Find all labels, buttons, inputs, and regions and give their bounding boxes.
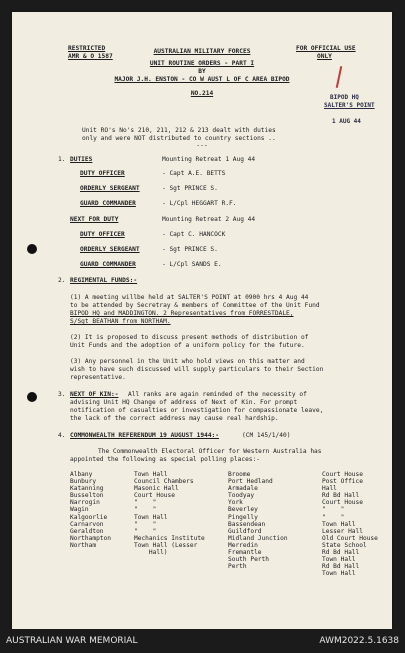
- polling-place-entry: Guildford: [228, 527, 262, 535]
- polling-place-entry: State School: [322, 541, 367, 549]
- polling-place-entry: Fremantle: [228, 549, 262, 557]
- polling-place-entry: Court House: [322, 471, 363, 478]
- polling-place-entry: " ": [322, 506, 345, 514]
- polling-place-entry: Town Hall: [322, 520, 356, 528]
- section-number: 1.: [58, 156, 66, 163]
- polling-place-entry: Masonic Hall: [134, 485, 179, 493]
- kin-line: advising Unit HQ Change of address of Next of Kin. For prompt: [70, 399, 298, 406]
- polling-place-entry: Rd Bd Hall: [322, 492, 360, 500]
- funds-para-1-line: BIPOD HQ and MADDINGTON. 2 Representatives from FORRESTDALE,: [70, 310, 294, 317]
- punch-hole: [27, 244, 37, 254]
- separator: ---: [196, 142, 208, 149]
- by-label: BY: [198, 68, 206, 75]
- kin-line: notification of casualties or investigation for compassionate leave,: [70, 407, 324, 414]
- duties-heading: DUTIES: [70, 156, 93, 163]
- polling-place-entry: " ": [134, 520, 157, 528]
- section-number: 3.: [58, 391, 66, 398]
- duty-name: - Capt A.E. BETTS: [162, 170, 226, 177]
- duty-name: - L/Cpl HEGGART R.F.: [162, 200, 237, 207]
- polling-venues-column-2: [322, 471, 378, 577]
- polling-place-entry: Broome: [228, 471, 251, 478]
- funds-para-1-line: S/Sgt BEATHAN from NORTHAM.: [70, 318, 171, 325]
- polling-place-entry: Narrogin: [70, 499, 100, 507]
- polling-place-entry: Pingelly: [228, 513, 258, 521]
- polling-place-entry: Merredin: [228, 541, 258, 549]
- funds-para-2-line: (2) It is proposed to discuss present methods of distribution of: [70, 334, 309, 341]
- referendum-file-ref: (CM 145/1/40): [242, 432, 291, 439]
- kin-line: All ranks are again reminded of the necessity of: [128, 391, 307, 398]
- referendum-heading: COMMONWEALTH REFERENDUM 19 AUGUST 1944:-: [70, 432, 220, 439]
- polling-place-entry: Port Hedland: [228, 478, 273, 486]
- official-use-label-2: ONLY: [317, 53, 332, 60]
- forces-heading: AUSTRALIAN MILITARY FORCES: [153, 48, 251, 55]
- archive-footer: [0, 629, 405, 653]
- polling-place-entry: Town Hall: [322, 556, 356, 564]
- funds-para-1-line: to be attended by Secretray & members of Committee of the Unit Fund: [70, 302, 320, 309]
- funds-para-3-line: (3) Any personnel in the Unit who hold views on this matter and: [70, 358, 305, 365]
- mounting-line: Mounting Retreat 1 Aug 44: [162, 156, 256, 163]
- polling-towns-column-1: [70, 471, 111, 549]
- section-number: 4.: [58, 432, 66, 439]
- document-page: [12, 12, 392, 629]
- polling-place-entry: " ": [134, 499, 157, 507]
- duty-role: DUTY OFFICER: [80, 170, 125, 177]
- polling-towns-column-2: [228, 471, 288, 570]
- funds-para-1-line: (1) A meeting willbe held at SALTER'S POINT at 0900 hrs 4 Aug 44: [70, 294, 309, 301]
- polling-place-entry: Old Court House: [322, 534, 378, 542]
- polling-place-entry: Bunbury: [70, 478, 97, 486]
- duty-role: DUTY OFFICER: [80, 231, 125, 238]
- polling-place-entry: Midland Junction: [228, 534, 288, 542]
- polling-venues-column-1: [134, 471, 205, 556]
- polling-place-entry: Katanning: [70, 485, 104, 493]
- duty-name: - Sgt PRINCE S.: [162, 185, 218, 192]
- stamp-line-1: BIPOD HQ: [330, 94, 359, 101]
- polling-place-entry: Northam: [70, 541, 97, 549]
- polling-place-entry: Northampton: [70, 534, 111, 542]
- polling-place-entry: Rd Bd Hall: [322, 563, 360, 571]
- stamp-line-2: SALTER'S POINT: [324, 102, 375, 109]
- order-number: NO.214: [190, 90, 214, 97]
- next-for-duty-heading: NEXT FOR DUTY: [70, 216, 119, 223]
- duty-name: - Sgt PRINCE S.: [162, 246, 218, 253]
- polling-place-entry: Court House: [322, 499, 363, 507]
- mounting-line: Mounting Retreat 2 Aug 44: [162, 216, 256, 223]
- polling-place-entry: Perth: [228, 563, 247, 571]
- funds-para-3-line: wish to have such discussed will supply particulars to their Section: [70, 366, 324, 373]
- section-number: 2.: [58, 277, 66, 284]
- polling-place-entry: Town Hall: [134, 513, 168, 521]
- polling-place-entry: " ": [322, 513, 345, 521]
- polling-place-entry: Busselton: [70, 492, 104, 500]
- polling-place-entry: Hall): [134, 549, 168, 557]
- polling-place-entry: Town Hall (Lesser: [134, 541, 198, 549]
- polling-place-entry: Post Office: [322, 478, 363, 486]
- duty-role: GUARD COMMANDER: [80, 261, 136, 268]
- polling-place-entry: Mechanics Institute: [134, 534, 205, 542]
- polling-place-entry: Hall: [322, 485, 337, 493]
- polling-place-entry: Rd Bd Hall: [322, 549, 360, 557]
- polling-place-entry: Bassendean: [228, 520, 266, 528]
- funds-heading: REGIMENTAL FUNDS:-: [70, 277, 138, 284]
- next-of-kin-heading: NEXT OF KIN:-: [70, 391, 119, 398]
- polling-place-entry: Court House: [134, 492, 175, 500]
- duty-role: ORDERLY SERGEANT: [80, 246, 140, 253]
- kin-line: the lack of the correct address may cause real hardship.: [70, 415, 279, 422]
- polling-place-entry: Town Hall: [322, 570, 356, 578]
- polling-place-entry: Lesser Hall: [322, 527, 363, 535]
- polling-place-entry: Toodyay: [228, 492, 255, 500]
- official-use-label: FOR OFFICIAL USE: [296, 45, 356, 52]
- intro-line: Unit RO's No's 210, 211, 212 & 213 dealt with duties: [82, 127, 276, 134]
- stamp-date: 1 AUG 44: [332, 118, 361, 125]
- polling-place-entry: York: [228, 499, 243, 507]
- polling-place-entry: Armadale: [228, 485, 258, 493]
- polling-place-entry: Geraldton: [70, 527, 104, 535]
- archive-reference: AWM2022.5.1638: [319, 636, 399, 646]
- polling-place-entry: Kalgoorlie: [70, 513, 108, 521]
- orders-title: UNIT ROUTINE ORDERS - PART I: [149, 60, 255, 67]
- funds-para-2-line: Unit Funds and the adoption of a uniform policy for the future.: [70, 342, 305, 349]
- polling-place-entry: Beverley: [228, 506, 258, 514]
- duty-role: ORDERLY SERGEANT: [80, 185, 140, 192]
- polling-place-entry: Albany: [70, 471, 93, 478]
- duty-role: GUARD COMMANDER: [80, 200, 136, 207]
- duty-name: - L/Cpl SANDS E.: [162, 261, 222, 268]
- polling-place-entry: Wagin: [70, 506, 89, 514]
- punch-hole: [27, 392, 37, 402]
- polling-place-entry: " ": [134, 527, 157, 535]
- polling-place-entry: Town Hall: [134, 471, 168, 478]
- intro-line: only and were NOT distributed to country sections ..: [82, 135, 276, 142]
- polling-place-entry: Council Chambers: [134, 478, 194, 486]
- amr-reference: AMR & O 1587: [68, 53, 113, 60]
- polling-place-entry: Carnarvon: [70, 520, 104, 528]
- polling-place-entry: South Perth: [228, 556, 269, 564]
- archive-name: AUSTRALIAN WAR MEMORIAL: [6, 636, 138, 646]
- duty-name: - Capt C. HANCOCK: [162, 231, 226, 238]
- funds-para-3-line: representative.: [70, 374, 126, 381]
- restricted-label: RESTRICTED: [68, 45, 106, 52]
- referendum-intro-line: appointed the following as special polling places:-: [70, 456, 260, 463]
- referendum-intro-line: The Commonwealth Electoral Officer for Western Australia has: [98, 448, 322, 455]
- polling-place-entry: " ": [134, 506, 157, 514]
- issuing-officer: MAJOR J.H. ENSTON - CO W AUST L OF C AREA BIPOD: [114, 76, 290, 83]
